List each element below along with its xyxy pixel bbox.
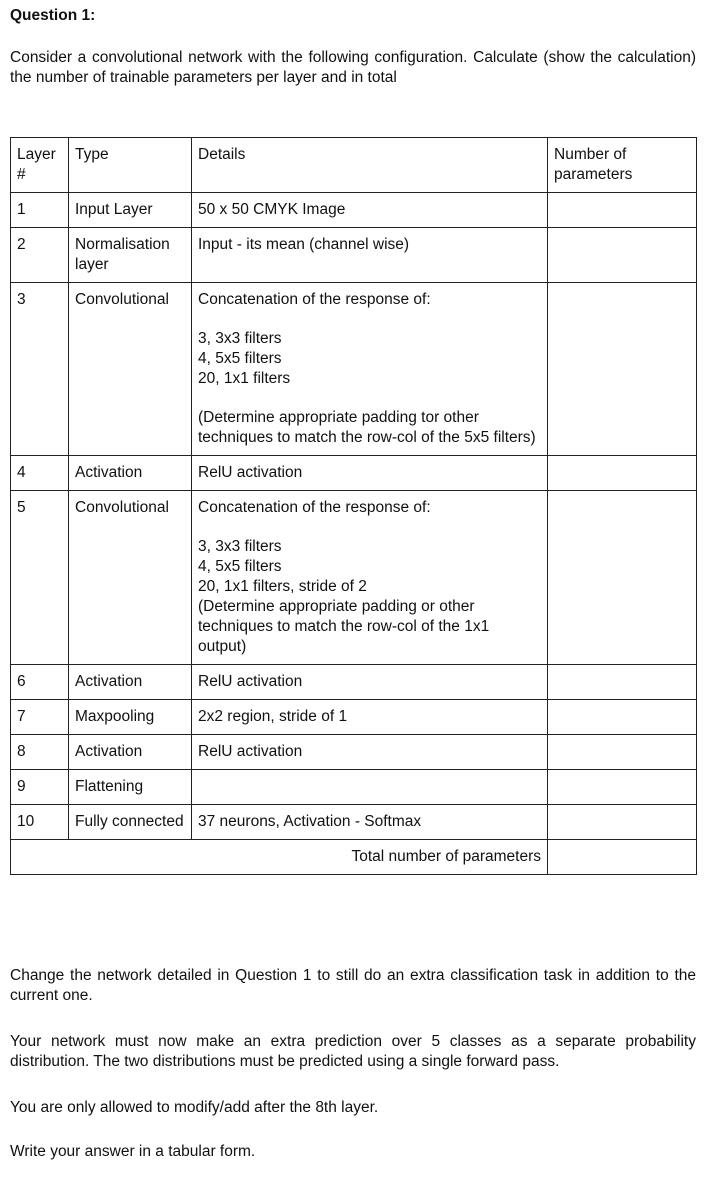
parameter-count-cell <box>548 193 697 228</box>
table-row <box>11 283 697 456</box>
network-config-table <box>10 137 697 875</box>
layer-details-cell <box>192 735 548 770</box>
total-row <box>11 840 697 875</box>
layer-details-cell <box>192 283 548 456</box>
layer-type-cell: Activation <box>69 665 192 700</box>
layer-type-cell: Flattening <box>69 770 192 805</box>
details-line: 4, 5x5 filters <box>198 350 282 367</box>
parameter-count-cell <box>548 805 697 840</box>
layer-number-cell: 1 <box>11 193 69 228</box>
details-line: RelU activation <box>198 464 303 481</box>
header-details: Details <box>192 138 548 193</box>
layer-type-cell: Input Layer <box>69 193 192 228</box>
details-line: 50 x 50 CMYK Image <box>198 201 346 218</box>
layer-details-cell <box>192 491 548 665</box>
details-spacer <box>198 310 541 329</box>
parameter-count-cell <box>548 228 697 283</box>
parameter-count-cell <box>548 665 697 700</box>
table-header-row <box>11 138 697 193</box>
details-line: 3, 3x3 filters <box>198 538 282 555</box>
details-line: 3, 3x3 filters <box>198 330 282 347</box>
layer-type-cell: Activation <box>69 456 192 491</box>
parameter-count-cell <box>548 700 697 735</box>
details-line: (Determine appropriate padding tor other techniques to match the row-col of the 5x5 filters) <box>198 409 536 446</box>
details-line: 4, 5x5 filters <box>198 558 282 575</box>
table-row <box>11 456 697 491</box>
layer-number-cell: 2 <box>11 228 69 283</box>
table-row <box>11 491 697 665</box>
details-spacer <box>198 389 541 408</box>
details-line: RelU activation <box>198 743 303 760</box>
details-line: RelU activation <box>198 673 303 690</box>
layer-type-cell: Convolutional <box>69 283 192 456</box>
table-row <box>11 193 697 228</box>
details-line: 2x2 region, stride of 1 <box>198 708 348 725</box>
followup-paragraph-3: You are only allowed to modify/add after the 8th layer. <box>10 1099 379 1116</box>
table-row <box>11 805 697 840</box>
layer-details-cell <box>192 228 548 283</box>
details-line: (Determine appropriate padding or other techniques to match the row-col of the 1x1 output) <box>198 598 490 655</box>
header-layer: Layer # <box>11 138 69 193</box>
layer-type-cell: Activation <box>69 735 192 770</box>
layer-type-cell: Convolutional <box>69 491 192 665</box>
header-params: Number of parameters <box>548 138 697 193</box>
table-row <box>11 770 697 805</box>
question-title: Question 1: <box>10 7 96 24</box>
layer-details-cell <box>192 770 548 805</box>
details-line: 20, 1x1 filters, stride of 2 <box>198 578 367 595</box>
layer-number-cell: 9 <box>11 770 69 805</box>
layer-details-cell <box>192 665 548 700</box>
layer-number-cell: 6 <box>11 665 69 700</box>
layer-type-cell: Normalisation layer <box>69 228 192 283</box>
layer-details-cell <box>192 805 548 840</box>
layer-type-cell: Fully connected <box>69 805 192 840</box>
table-row <box>11 735 697 770</box>
layer-number-cell: 10 <box>11 805 69 840</box>
details-line: Input - its mean (channel wise) <box>198 236 410 253</box>
followup-paragraph-2: Your network must now make an extra prediction over 5 classes as a separate probability distribution. The two distributions must be predicted using a single forward pass. <box>10 1033 696 1070</box>
layer-number-cell: 7 <box>11 700 69 735</box>
layer-details-cell <box>192 700 548 735</box>
layer-number-cell: 5 <box>11 491 69 665</box>
parameter-count-cell <box>548 456 697 491</box>
layer-number-cell: 3 <box>11 283 69 456</box>
table-row <box>11 665 697 700</box>
followup-paragraph-4: Write your answer in a tabular form. <box>10 1143 256 1160</box>
layer-number-cell: 4 <box>11 456 69 491</box>
layer-details-cell <box>192 456 548 491</box>
layer-details-cell <box>192 193 548 228</box>
parameter-count-cell <box>548 283 697 456</box>
parameter-count-cell <box>548 491 697 665</box>
parameter-count-cell <box>548 735 697 770</box>
details-line: Concatenation of the response of: <box>198 291 431 308</box>
parameter-count-cell <box>548 770 697 805</box>
details-line: 20, 1x1 filters <box>198 370 291 387</box>
total-label: Total number of parameters <box>11 840 548 875</box>
layer-number-cell: 8 <box>11 735 69 770</box>
details-line: Concatenation of the response of: <box>198 499 431 516</box>
table-row <box>11 228 697 283</box>
details-spacer <box>198 518 541 537</box>
table-row <box>11 700 697 735</box>
layer-type-cell: Maxpooling <box>69 700 192 735</box>
header-type: Type <box>69 138 192 193</box>
followup-paragraph-1: Change the network detailed in Question 1 to still do an extra classification task in addition to the current one. <box>10 967 696 1004</box>
total-value-cell <box>548 840 697 875</box>
details-line: 37 neurons, Activation - Softmax <box>198 813 422 830</box>
intro-paragraph: Consider a convolutional network with the following configuration. Calculate (show the calculation) the number of trainable parameters per layer and in total <box>10 49 696 86</box>
